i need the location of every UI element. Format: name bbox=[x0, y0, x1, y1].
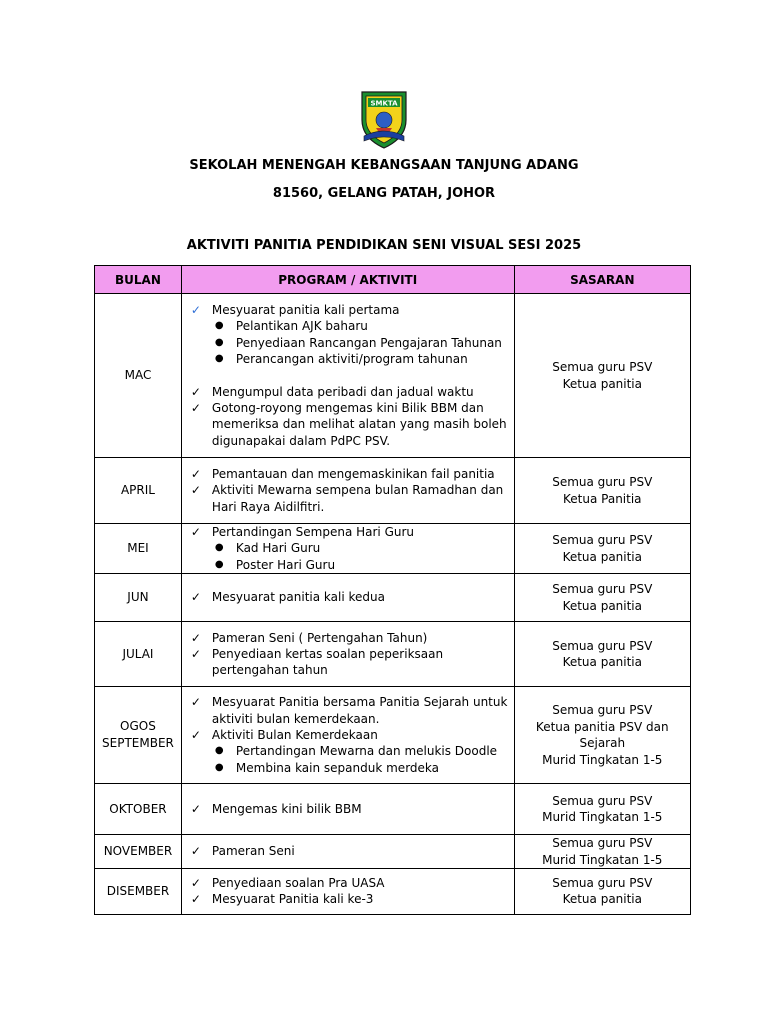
table-row bbox=[95, 524, 691, 574]
activity-text: Hari Raya Aidilfitri. bbox=[211, 499, 325, 514]
month-label: MAC bbox=[124, 368, 152, 382]
activity-line bbox=[182, 557, 514, 573]
activity-line bbox=[182, 662, 514, 678]
activity-line bbox=[182, 466, 514, 482]
activity-text: Mengumpul data peribadi dan jadual waktu bbox=[211, 384, 474, 399]
activity-text: Mesyuarat Panitia bersama Panitia Sejarah untuk bbox=[211, 695, 508, 710]
activity-text: Mengemas kini bilik BBM bbox=[211, 801, 362, 816]
activity-line bbox=[182, 416, 514, 432]
check-icon: ✓ bbox=[190, 400, 201, 415]
target-label: Ketua Panitia bbox=[563, 491, 642, 506]
line-gap bbox=[182, 368, 514, 384]
month-cell bbox=[95, 524, 182, 574]
activity-cell bbox=[181, 784, 514, 835]
activity-text: Penyediaan soalan Pra UASA bbox=[211, 876, 385, 891]
activity-text: Perancangan aktiviti/program tahunan bbox=[235, 352, 468, 367]
check-icon: ✓ bbox=[190, 590, 201, 605]
activity-line bbox=[182, 335, 514, 351]
bullet-icon: ● bbox=[214, 761, 224, 773]
activity-cell bbox=[181, 294, 514, 458]
target-cell bbox=[514, 835, 690, 869]
check-icon: ✓ bbox=[190, 876, 201, 891]
target-label: Ketua panitia PSV dan bbox=[535, 719, 669, 734]
activity-line bbox=[182, 760, 514, 776]
check-icon: ✓ bbox=[190, 844, 201, 859]
month-cell bbox=[95, 294, 182, 458]
table-row bbox=[95, 835, 691, 869]
target-label: Semua guru PSV bbox=[552, 793, 653, 808]
target-label: Semua guru PSV bbox=[552, 638, 653, 653]
check-icon: ✓ bbox=[190, 695, 201, 710]
target-cell bbox=[514, 458, 690, 524]
activity-line bbox=[182, 482, 514, 498]
activity-line bbox=[182, 646, 514, 662]
activity-text: Pameran Seni bbox=[211, 844, 295, 859]
activity-cell bbox=[181, 524, 514, 574]
bullet-icon: ● bbox=[214, 558, 224, 570]
month-cell bbox=[95, 835, 182, 869]
activity-text: Penyediaan Rancangan Pengajaran Tahunan bbox=[235, 335, 502, 350]
check-icon: ✓ bbox=[190, 630, 201, 645]
month-cell bbox=[95, 687, 182, 784]
target-label: Semua guru PSV bbox=[552, 582, 653, 597]
header-sasaran: SASARAN bbox=[514, 266, 690, 294]
target-label: Ketua panitia bbox=[562, 655, 642, 670]
activity-text: Pameran Seni ( Pertengahan Tahun) bbox=[211, 630, 428, 645]
target-label: Murid Tingkatan 1-5 bbox=[542, 852, 663, 867]
document-title: AKTIVITI PANITIA PENDIDIKAN SENI VISUAL SESI 2025 bbox=[186, 238, 582, 253]
activity-text: pertengahan tahun bbox=[211, 663, 328, 678]
activity-line bbox=[182, 524, 514, 540]
activity-line bbox=[182, 589, 514, 605]
table-row bbox=[95, 784, 691, 835]
target-cell bbox=[514, 687, 690, 784]
activity-text: Pertandingan Sempena Hari Guru bbox=[211, 525, 415, 539]
activity-text: Kad Hari Guru bbox=[235, 541, 321, 556]
check-icon: ✓ bbox=[190, 302, 201, 317]
activity-line bbox=[182, 711, 514, 727]
check-icon: ✓ bbox=[190, 892, 201, 907]
target-label: Ketua panitia bbox=[562, 376, 642, 391]
activity-text: Mesyuarat Panitia kali ke-3 bbox=[211, 892, 374, 907]
activity-cell bbox=[181, 868, 514, 914]
table-row bbox=[95, 574, 691, 622]
bullet-icon: ● bbox=[214, 353, 224, 365]
activity-text: Pelantikan AJK baharu bbox=[235, 319, 368, 334]
activity-line bbox=[182, 875, 514, 891]
activity-line bbox=[182, 318, 514, 334]
target-label: Semua guru PSV bbox=[552, 876, 653, 891]
check-icon: ✓ bbox=[190, 525, 201, 539]
month-label: SEPTEMBER bbox=[102, 736, 174, 751]
activity-text: digunapakai dalam PdPC PSV. bbox=[211, 433, 391, 448]
activity-line bbox=[182, 400, 514, 416]
month-label: JULAI bbox=[122, 646, 154, 661]
activity-text: Gotong-royong mengemas kini Bilik BBM dan bbox=[211, 400, 484, 415]
month-cell bbox=[95, 784, 182, 835]
activity-cell bbox=[181, 687, 514, 784]
school-crest-icon bbox=[358, 86, 410, 150]
month-label: OKTOBER bbox=[109, 801, 167, 816]
month-label: NOVEMBER bbox=[103, 844, 173, 859]
activity-text: aktiviti bulan kemerdekaan. bbox=[211, 711, 380, 726]
school-address: 81560, GELANG PATAH, JOHOR bbox=[272, 186, 496, 201]
table-row bbox=[95, 294, 691, 458]
activity-line bbox=[182, 351, 514, 367]
target-label: Ketua panitia bbox=[562, 549, 642, 564]
activity-text: Membina kain sepanduk merdeka bbox=[235, 760, 440, 775]
target-label: Semua guru PSV bbox=[552, 533, 653, 548]
target-label: Semua guru PSV bbox=[552, 360, 653, 375]
table-row bbox=[95, 458, 691, 524]
activity-cell bbox=[181, 574, 514, 622]
activity-text: Aktiviti Bulan Kemerdekaan bbox=[211, 727, 378, 742]
activity-line bbox=[182, 891, 514, 907]
activity-line bbox=[182, 433, 514, 449]
target-label: Semua guru PSV bbox=[552, 836, 653, 851]
check-icon: ✓ bbox=[190, 727, 201, 742]
activity-line bbox=[182, 843, 514, 859]
activity-line bbox=[182, 540, 514, 556]
target-cell bbox=[514, 622, 690, 687]
bullet-icon: ● bbox=[214, 320, 224, 332]
month-cell bbox=[95, 574, 182, 622]
check-icon: ✓ bbox=[190, 466, 201, 481]
target-cell bbox=[514, 868, 690, 914]
month-label: MEI bbox=[127, 541, 149, 556]
activity-line bbox=[182, 630, 514, 646]
target-label: Sejarah bbox=[579, 736, 626, 751]
activity-text: Poster Hari Guru bbox=[235, 557, 336, 572]
header-program: PROGRAM / AKTIVITI bbox=[181, 266, 514, 294]
target-cell bbox=[514, 784, 690, 835]
activity-line bbox=[182, 499, 514, 515]
activity-line bbox=[182, 302, 514, 318]
month-cell bbox=[95, 458, 182, 524]
activity-line bbox=[182, 694, 514, 710]
activity-line bbox=[182, 727, 514, 743]
target-label: Murid Tingkatan 1-5 bbox=[542, 752, 663, 767]
bullet-icon: ● bbox=[214, 745, 224, 757]
table-row bbox=[95, 622, 691, 687]
header-bulan: BULAN bbox=[95, 266, 182, 294]
school-name: SEKOLAH MENENGAH KEBANGSAAN TANJUNG ADANG bbox=[189, 158, 579, 173]
activity-cell bbox=[181, 458, 514, 524]
activity-text: Aktiviti Mewarna sempena bulan Ramadhan dan bbox=[211, 483, 504, 498]
target-label: Ketua panitia bbox=[562, 892, 642, 907]
activity-table bbox=[94, 265, 691, 915]
target-label: Ketua panitia bbox=[562, 598, 642, 613]
target-label: Semua guru PSV bbox=[552, 703, 653, 718]
activity-text: Mesyuarat panitia kali kedua bbox=[211, 590, 385, 605]
activity-line bbox=[182, 801, 514, 817]
target-cell bbox=[514, 524, 690, 574]
check-icon: ✓ bbox=[190, 384, 201, 399]
target-cell bbox=[514, 294, 690, 458]
activity-text: Pemantauan dan mengemaskinikan fail panitia bbox=[211, 466, 495, 481]
target-label: Murid Tingkatan 1-5 bbox=[542, 810, 663, 825]
month-label: DISEMBER bbox=[106, 883, 170, 898]
month-cell bbox=[95, 622, 182, 687]
table-row bbox=[95, 687, 691, 784]
check-icon: ✓ bbox=[190, 483, 201, 498]
activity-line bbox=[182, 384, 514, 400]
month-label: OGOS bbox=[120, 719, 156, 734]
check-icon: ✓ bbox=[190, 646, 201, 661]
check-icon: ✓ bbox=[190, 801, 201, 816]
activity-cell bbox=[181, 835, 514, 869]
logo-text: SMKTA bbox=[370, 99, 398, 108]
month-label: APRIL bbox=[120, 483, 155, 497]
table-header-row bbox=[95, 266, 691, 294]
activity-text: memeriksa dan melihat alatan yang masih boleh bbox=[211, 417, 507, 432]
bullet-icon: ● bbox=[214, 542, 224, 554]
month-cell bbox=[95, 868, 182, 914]
activity-line bbox=[182, 743, 514, 759]
table-row bbox=[95, 868, 691, 914]
activity-text: Penyediaan kertas soalan peperiksaan bbox=[211, 646, 444, 661]
target-cell bbox=[514, 574, 690, 622]
target-label: Semua guru PSV bbox=[552, 475, 653, 490]
month-label: JUN bbox=[127, 590, 149, 605]
bullet-icon: ● bbox=[214, 336, 224, 348]
activity-text: Pertandingan Mewarna dan melukis Doodle bbox=[235, 744, 498, 759]
activity-cell bbox=[181, 622, 514, 687]
activity-text: Mesyuarat panitia kali pertama bbox=[211, 302, 400, 317]
